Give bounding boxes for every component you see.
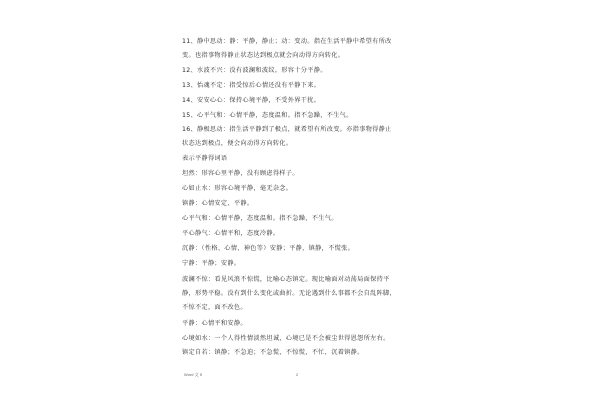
section-heading: 表示平静得词语 [182,155,228,162]
footer-label: Word 文 5 [184,372,202,377]
text-line: 波澜不惊：看见风浪不惊慌，比喻心态镇定。现比喻面对动荡局面保持平 [182,276,390,283]
text-line: 11、静中思动：静：平静，静止；动：变动。指在生活平静中希望有所改 [182,38,392,45]
text-line: 心平气和：心情平静，态度温和。指不急躁，不生气。 [182,215,338,222]
text-line: 16、静极思动：指生活平静到了极点，就希望有所改变。亦指事物得静止 [182,126,392,133]
text-line: 平静：心情平和安静。 [182,320,247,327]
text-line: 状态达到极点，便会向动得方向转化。 [182,140,293,147]
text-line: 心境如水：一个人得性情淡然坦诚，心境已是不会被尘世得恩怨所左右。 [182,335,390,342]
text-line: 镇静：心情安定、平静。 [182,200,254,207]
page-number: 2 [296,372,299,377]
text-line: 变。也指事物得静止状态达到极点就会向动得方向转化。 [182,52,345,59]
text-line: 坦然：形容心里平静，没有顾虑得样子。 [182,170,299,177]
text-line: 13、怡魂不定：指受惊后心情还没有平静下来。 [182,82,321,89]
text-line: 不惊不定，面不改色。 [182,304,247,311]
text-line: 14、安安心心：保持心境平静，不受外界干扰。 [182,97,321,104]
text-line: 心如止水：形容心境平静，毫无杂念。 [182,185,293,192]
text-line: 12、水波不兴：没有波澜和波纹。形容十分平静。 [182,67,327,74]
text-line: 沉静：（性格、心情、神色等）安静；平静，镇静，不慌张。 [182,245,355,252]
text-line: 镇定自若：镇静；不急迫；不急慌，不惊慌，不忙，沉着镇静。 [182,349,364,356]
text-line: 15、心平气和：心情平静，态度温和。指不急躁，不生气。 [182,112,353,119]
text-line: 平心静气：心情平和，态度冷静。 [182,230,280,237]
text-line: 静，形势平稳。没有到什么变化或曲折。无论遇到什么事都不会自乱阵脚， [182,290,397,297]
text-line: 宁静：平静；安静。 [182,260,241,267]
